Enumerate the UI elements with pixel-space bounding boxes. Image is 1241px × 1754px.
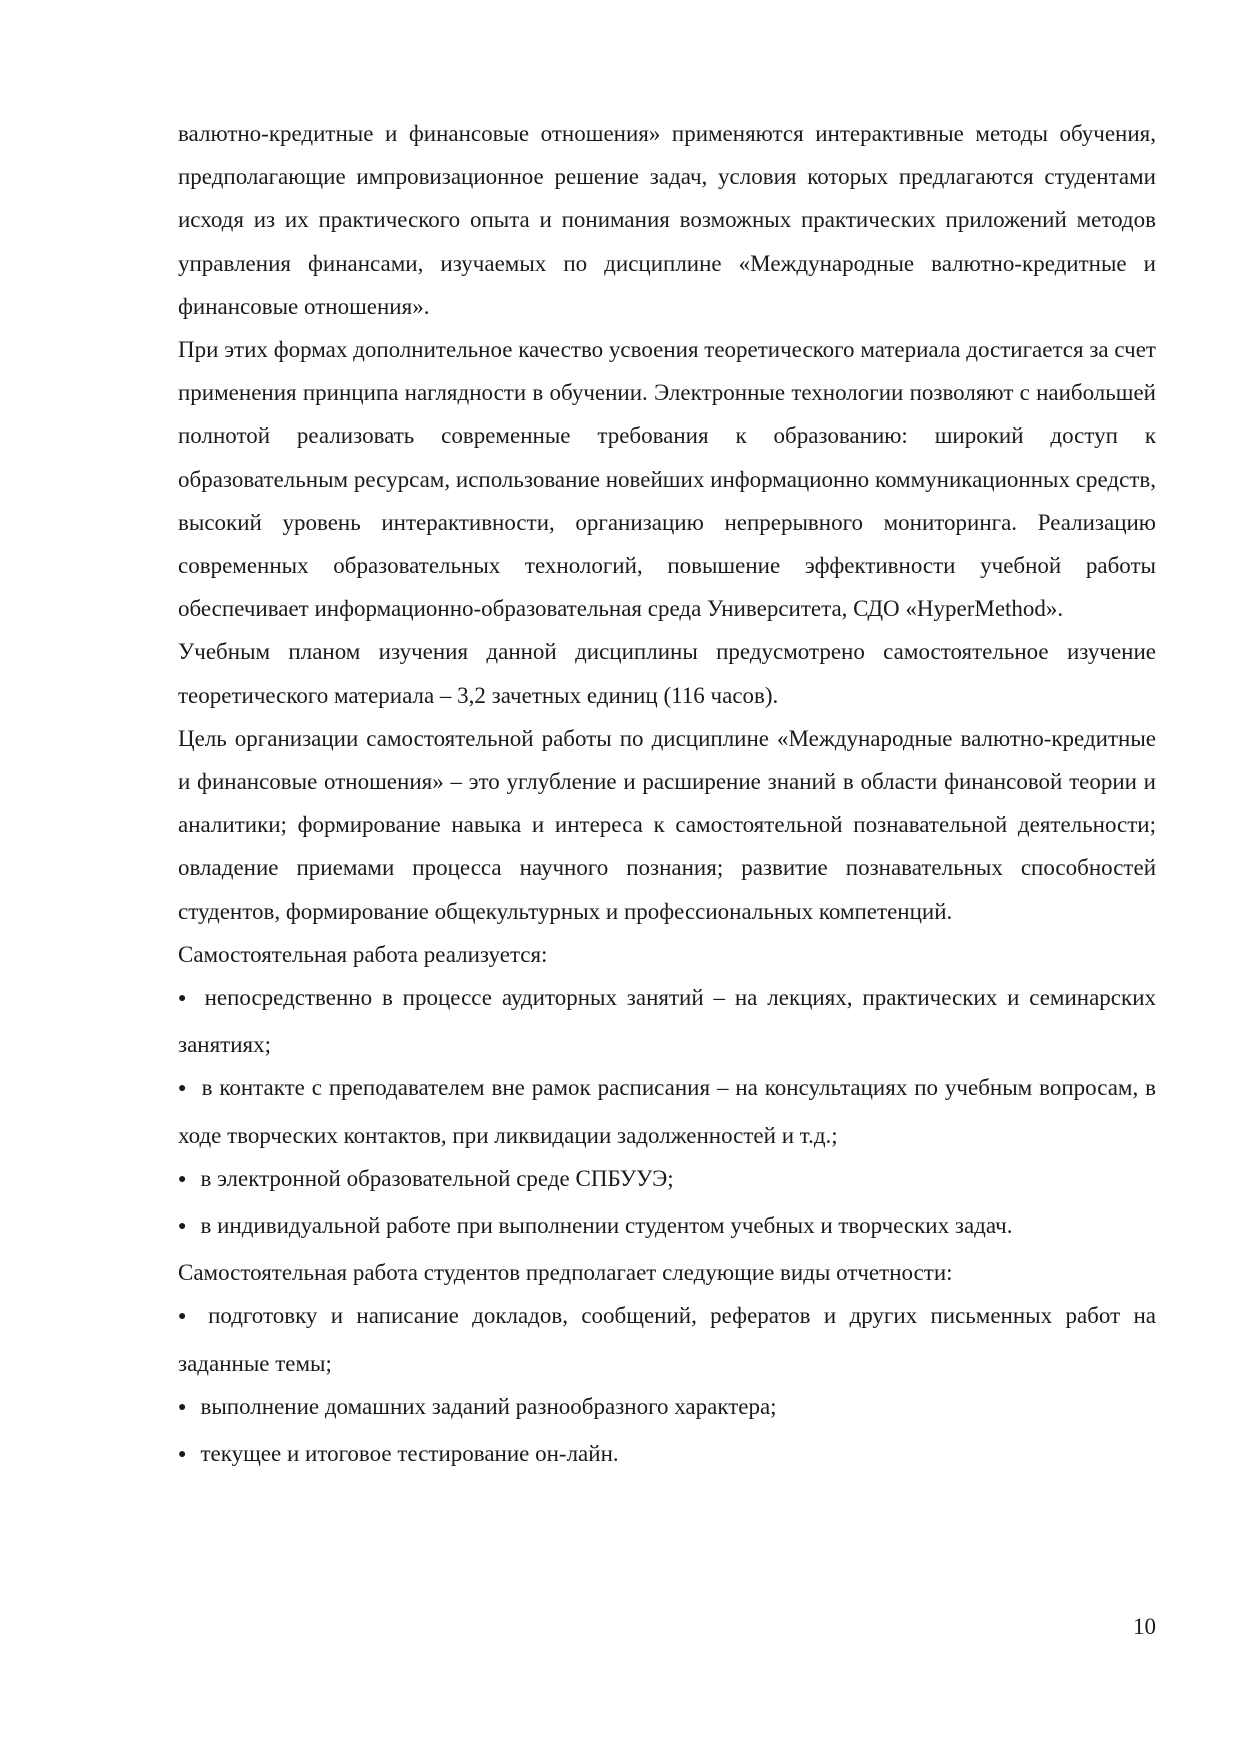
bullet-item-text: в индивидуальной работе при выполнении студентом учебных и творческих задач.	[200, 1213, 1013, 1239]
paragraph: Самостоятельная работа студентов предполагает следующие виды отчетности:	[178, 1260, 953, 1286]
page-number: 10	[1133, 1614, 1156, 1639]
bullet-item-text: текущее и итоговое тестирование он-лайн.	[200, 1441, 619, 1467]
paragraph: Учебным планом изучения данной дисциплины предусмотрено самостоятельное изучение теоретического материала – 3,2 зачетных единиц (116 часов).	[178, 639, 1156, 708]
paragraph: валютно-кредитные и финансовые отношения» применяются интерактивные методы обучения, предполагающие импровизационное решение задач, условия которых предлагаются студентами исходя из их практического опыта и понимания возможных практических приложений методов управления финансами, изучаемых по дисциплине «Международные валютно-кредитные и финансовые отношения».	[178, 121, 1156, 319]
bullet-item-text: в контакте с преподавателем вне рамок расписания – на консультациях по учебным вопросам, в ходе творческих контактов, при ликвидации задолженностей и т.д.;	[178, 1075, 1156, 1148]
paragraph: Цель организации самостоятельной работы по дисциплине «Международные валютно-кредитные и финансовые отношения» – это углубление и расширение знаний в области финансовой теории и аналитики; формирование навыка и интереса к самостоятельной познавательной деятельности; овладение приемами процесса научного познания; развитие познавательных способностей студентов, формирование общекультурных и профессиональных компетенций.	[178, 725, 1156, 924]
bullet-item	[178, 1385, 1156, 1432]
bullet-item	[178, 1294, 1156, 1384]
bullet-item-text: непосредственно в процессе аудиторных занятий – на лекциях, практических и семинарских занятиях;	[178, 985, 1156, 1058]
bullet-item-text: выполнение домашних заданий разнообразного характера;	[200, 1393, 777, 1419]
bullet-item	[178, 1204, 1156, 1251]
bullet-item	[178, 1066, 1156, 1156]
paragraph: Самостоятельная работа реализуется:	[178, 941, 548, 967]
bullet-item	[178, 976, 1156, 1066]
bullet-item-text: подготовку и написание докладов, сообщений, рефератов и других письменных работ на заданные темы;	[178, 1303, 1156, 1376]
bullet-item-text: в электронной образовательной среде СПБУУЭ;	[200, 1165, 674, 1191]
paragraph: При этих формах дополнительное качество усвоения теоретического материала достигается за счет применения принципа наглядности в обучении. Электронные технологии позволяют с наибольшей полнотой реализовать современные требования к образованию: широкий доступ к образовательным ресурсам, использование новейших информационно коммуникационных средств, высокий уровень интерактивности, организацию непрерывного мониторинга. Реализацию современных образовательных технологий, повышение эффективности учебной работы обеспечивает информационно-образовательная среда Университета, СДО «HyperMethod».	[178, 337, 1156, 622]
bullet-item	[178, 1157, 1156, 1204]
body-text	[178, 112, 1156, 1479]
bullet-item	[178, 1432, 1156, 1479]
